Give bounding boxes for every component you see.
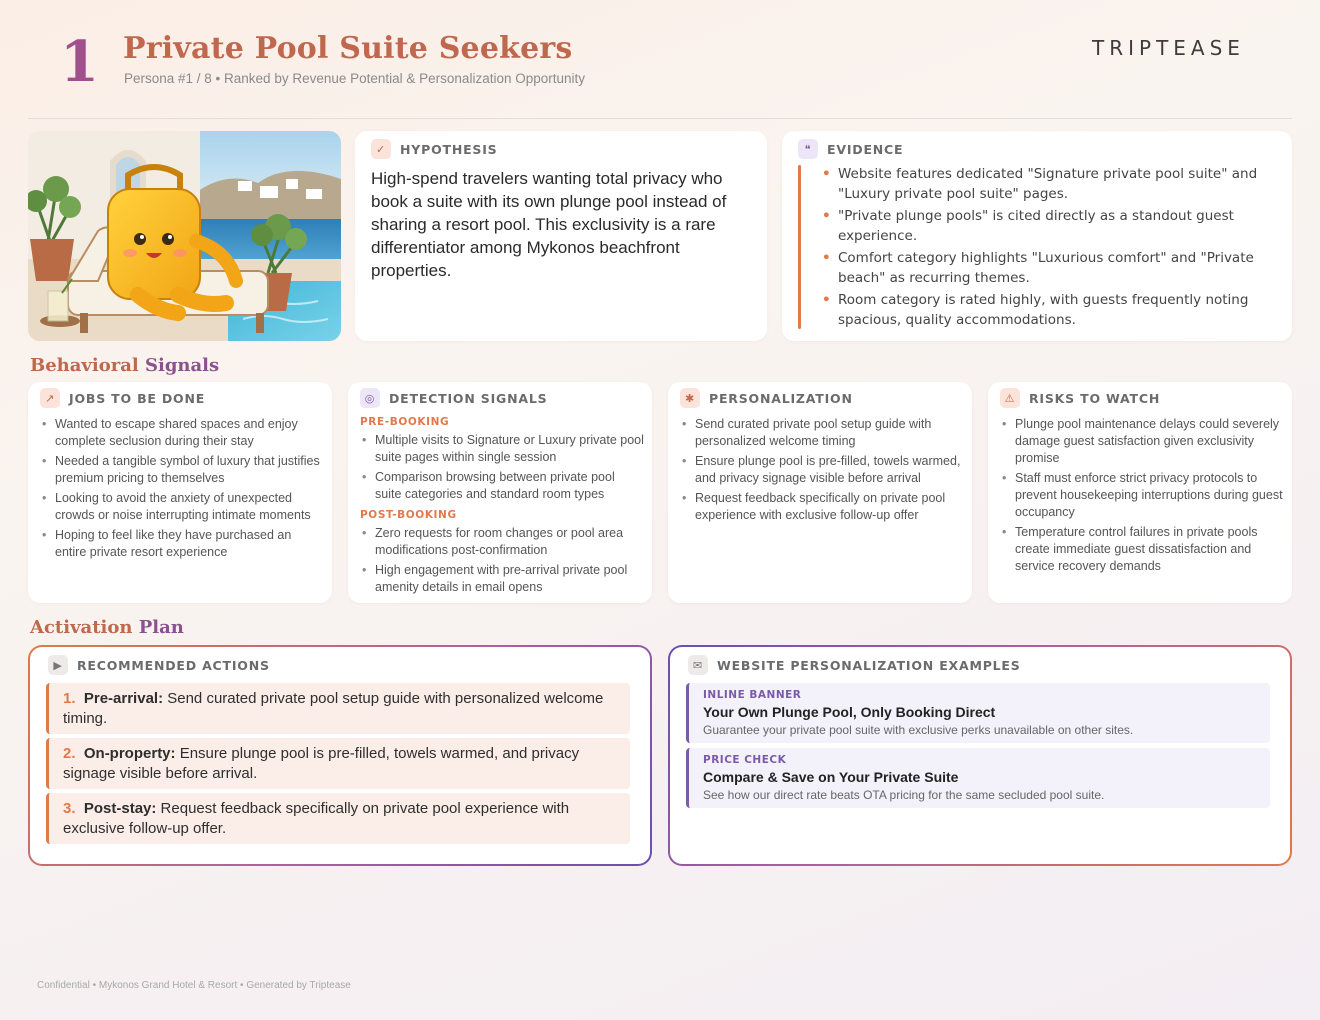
post-booking-list bbox=[362, 525, 644, 599]
pre-booking-label: PRE-BOOKING bbox=[360, 416, 450, 428]
behavioral-signals-title: Behavioral Signals bbox=[30, 355, 220, 376]
jobs-header bbox=[40, 388, 205, 408]
quote-icon: ❝ bbox=[798, 139, 818, 159]
example-description: Guarantee your private pool suite with exclusive perks unavailable on other sites. bbox=[703, 723, 1134, 737]
example-tag: PRICE CHECK bbox=[703, 754, 787, 766]
evidence-item: • Comfort category highlights "Luxurious comfort" and "Private beach" as recurring themes. bbox=[822, 249, 1272, 288]
list-item: • Comparison browsing between private pool suite categories and standard room types bbox=[362, 469, 644, 503]
personalization-heading: PERSONALIZATION bbox=[709, 390, 853, 406]
list-item: • Ensure plunge pool is pre-filled, towels warmed, and privacy signage visible before arrival bbox=[682, 453, 964, 487]
sparkle-icon: ✱ bbox=[680, 388, 700, 408]
action-item: 3. Post-stay: Request feedback specifically on private pool experience with exclusive follow-up offer. bbox=[46, 793, 630, 844]
evidence-accent-bar bbox=[798, 165, 801, 329]
list-item: • Temperature control failures in private pools create immediate guest dissatisfaction and service recovery demands bbox=[1002, 524, 1284, 575]
personalization-list bbox=[682, 416, 964, 527]
page-subtitle: Persona #1 / 8 • Ranked by Revenue Potential & Personalization Opportunity bbox=[124, 71, 586, 86]
detection-heading: DETECTION SIGNALS bbox=[389, 390, 548, 406]
evidence-header bbox=[798, 139, 903, 159]
risks-card bbox=[988, 382, 1292, 603]
list-item: • Send curated private pool setup guide with personalized welcome timing bbox=[682, 416, 964, 450]
mail-icon: ✉ bbox=[688, 655, 708, 675]
action-item: 1. Pre-arrival: Send curated private pool setup guide with personalized welcome timing. bbox=[46, 683, 630, 734]
target-icon: ◎ bbox=[360, 388, 380, 408]
list-item: • Hoping to feel like they have purchased an entire private resort experience bbox=[42, 527, 324, 561]
hypothesis-card bbox=[355, 131, 767, 341]
evidence-item: • Website features dedicated "Signature private pool suite" and "Luxury private pool suite" pages. bbox=[822, 165, 1272, 204]
personalization-card bbox=[668, 382, 972, 603]
activation-plan-title: Activation Plan bbox=[30, 617, 184, 638]
list-item: • Multiple visits to Signature or Luxury private pool suite pages within single session bbox=[362, 432, 644, 466]
website-personalization-panel bbox=[668, 645, 1292, 866]
post-booking-label: POST-BOOKING bbox=[360, 509, 457, 521]
header-divider bbox=[28, 118, 1292, 119]
list-item: • Staff must enforce strict privacy protocols to prevent housekeeping interruptions during guest occupancy bbox=[1002, 470, 1284, 521]
play-icon: ▶ bbox=[48, 655, 68, 675]
detection-header bbox=[360, 388, 547, 408]
evidence-card bbox=[782, 131, 1292, 341]
list-item: • Plunge pool maintenance delays could severely damage guest satisfaction given exclusivity promise bbox=[1002, 416, 1284, 467]
personalization-example bbox=[686, 683, 1270, 743]
persona-illustration bbox=[28, 131, 341, 341]
jobs-list bbox=[42, 416, 324, 564]
website-personalization-header bbox=[688, 655, 1021, 675]
risks-heading: RISKS TO WATCH bbox=[1029, 390, 1161, 406]
evidence-list bbox=[822, 165, 1272, 333]
warning-icon: ⚠ bbox=[1000, 388, 1020, 408]
page-title: Private Pool Suite Seekers bbox=[123, 31, 573, 66]
example-tag: INLINE BANNER bbox=[703, 689, 802, 701]
list-item: • Looking to avoid the anxiety of unexpected crowds or noise interrupting intimate moments bbox=[42, 490, 324, 524]
recommended-actions-panel bbox=[28, 645, 652, 866]
page-header bbox=[0, 0, 1320, 120]
brand-logo: TRIPTEASE bbox=[1092, 36, 1245, 60]
example-title: Your Own Plunge Pool, Only Booking Direct bbox=[703, 704, 996, 720]
hypothesis-text: High-spend travelers wanting total privacy who book a suite with its own plunge pool instead of sharing a resort pool. This exclusivity is a rare differentiator among Mykonos beachfront properties. bbox=[371, 169, 727, 280]
website-personalization-heading: WEBSITE PERSONALIZATION EXAMPLES bbox=[717, 657, 1021, 673]
jobs-card bbox=[28, 382, 332, 603]
example-description: See how our direct rate beats OTA pricing for the same secluded pool suite. bbox=[703, 788, 1105, 802]
list-item: • Needed a tangible symbol of luxury that justifies premium pricing to themselves bbox=[42, 453, 324, 487]
hypothesis-heading: HYPOTHESIS bbox=[400, 141, 498, 157]
example-title: Compare & Save on Your Private Suite bbox=[703, 769, 959, 785]
risks-header bbox=[1000, 388, 1160, 408]
evidence-item: • Room category is rated highly, with guests frequently noting spacious, quality accommodations. bbox=[822, 291, 1272, 330]
page-footer: Confidential • Mykonos Grand Hotel & Resort • Generated by Triptease bbox=[37, 980, 351, 991]
recommended-actions-heading: RECOMMENDED ACTIONS bbox=[77, 657, 270, 673]
hypothesis-header bbox=[371, 139, 497, 159]
check-icon: ✓ bbox=[371, 139, 391, 159]
risks-list bbox=[1002, 416, 1284, 578]
list-item: • High engagement with pre-arrival private pool amenity details in email opens bbox=[362, 562, 644, 596]
action-item: 2. On-property: Ensure plunge pool is pre-filled, towels warmed, and privacy signage visible before arrival. bbox=[46, 738, 630, 789]
personalization-example bbox=[686, 748, 1270, 808]
personalization-header bbox=[680, 388, 853, 408]
evidence-item: • "Private plunge pools" is cited directly as a standout guest experience. bbox=[822, 207, 1272, 246]
persona-rank: 1 bbox=[60, 29, 99, 95]
list-item: • Request feedback specifically on private pool experience with exclusive follow-up offer bbox=[682, 490, 964, 524]
pre-booking-list bbox=[362, 432, 644, 506]
list-item: • Zero requests for room changes or pool area modifications post-confirmation bbox=[362, 525, 644, 559]
list-item: • Wanted to escape shared spaces and enjoy complete seclusion during their stay bbox=[42, 416, 324, 450]
recommended-actions-header bbox=[48, 655, 270, 675]
arrow-up-right-icon: ↗ bbox=[40, 388, 60, 408]
jobs-heading: JOBS TO BE DONE bbox=[69, 390, 206, 406]
detection-card bbox=[348, 382, 652, 603]
evidence-heading: EVIDENCE bbox=[827, 141, 904, 157]
